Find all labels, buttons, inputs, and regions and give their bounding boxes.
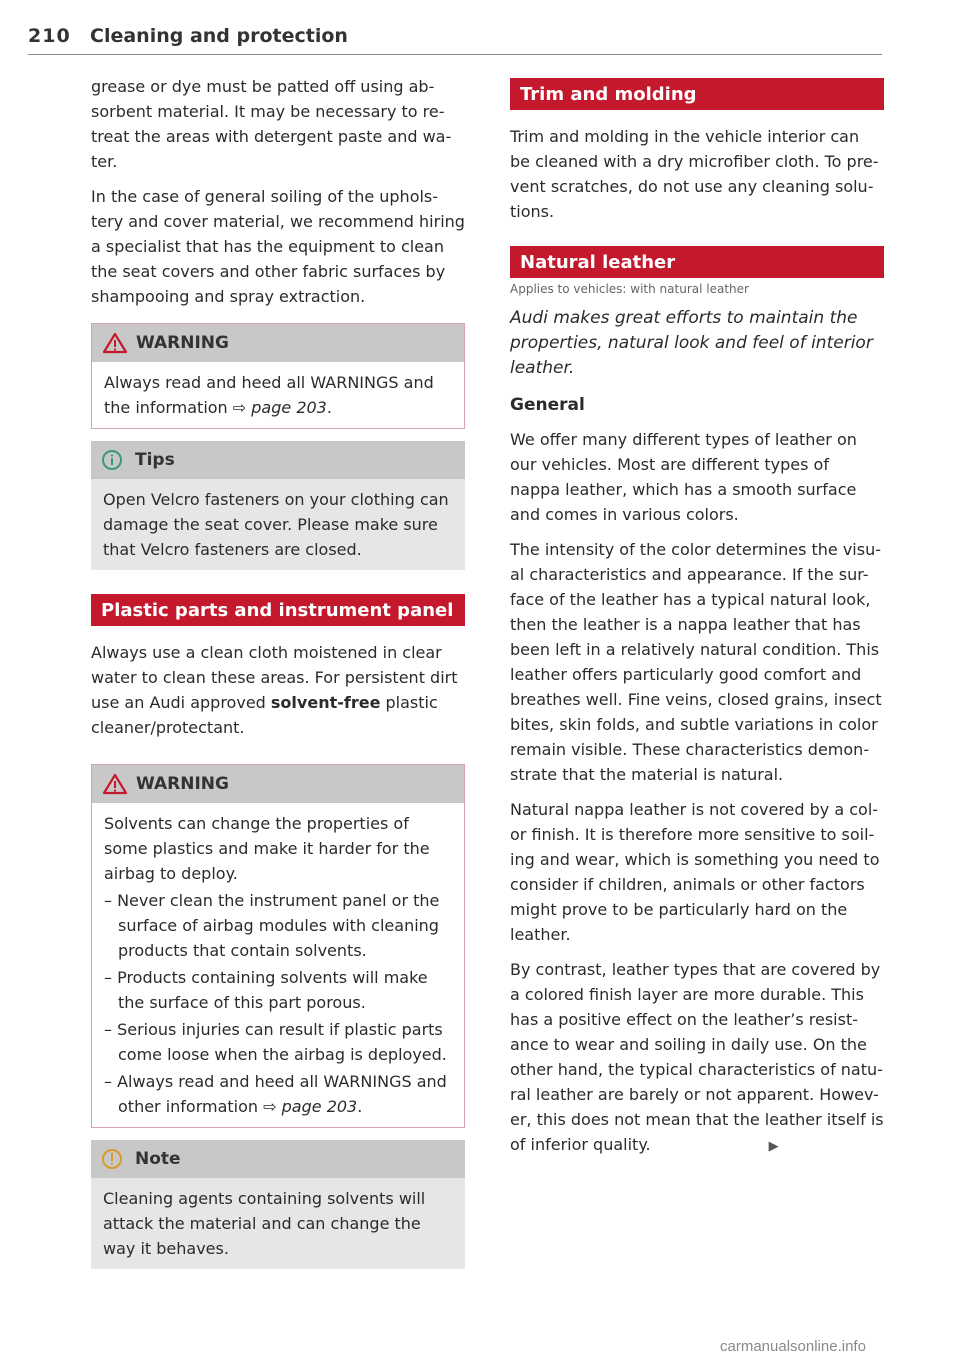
note-box: [91, 1140, 465, 1269]
warning-triangle-icon: [102, 332, 128, 354]
warning-box: [91, 764, 465, 1128]
punctuation: .: [326, 398, 332, 417]
list-item: – Always read and heed all WARNINGS and other information ⇨ page 203.: [104, 1072, 447, 1116]
list-item: – Never clean the instrument panel or the surface of airbag modules with cleaning products that contain solvents.: [104, 891, 440, 960]
note-text: Cleaning agents containing solvents will attack the material and can change the way it behaves.: [103, 1189, 426, 1258]
paragraph: By contrast, leather types that are covered by a colored finish layer are more durable. This has a positive effect on the leather’s resist-ance to wear and soiling in daily use. On the other hand, the typical characteristics of natu-ral leather are barely or not apparent. Howev-er, this does not mean that the leather itself is of inferior quality. ▶: [510, 957, 884, 1159]
warning-box: [91, 323, 465, 429]
warning-text: Solvents can change the properties of some plastics and make it harder for the airbag to deploy.: [104, 814, 430, 883]
watermark: carmanualsonline.info: [720, 1338, 866, 1355]
intro-text: Audi makes great efforts to maintain the properties, natural look and feel of interior leather.: [510, 308, 873, 378]
subheading-general: General: [510, 395, 585, 415]
section-heading-plastic: Plastic parts and instrument panel: [91, 594, 465, 626]
tips-header: [91, 441, 465, 479]
paragraph: In the case of general soiling of the uphols-tery and cover material, we recommend hiring a specialist that has the equipment to clean the seat covers and other fabric surfaces by shampooing and spray extraction.: [91, 187, 465, 306]
warning-body: [92, 362, 464, 428]
paragraph: grease or dye must be patted off using ab-sorbent material. It may be necessary to re-treat the areas with detergent paste and wa-ter.: [91, 77, 452, 171]
list-item: – Products containing solvents will make the surface of this part porous.: [104, 968, 428, 1012]
applies-to-note: Applies to vehicles: with natural leather: [510, 282, 749, 296]
tips-box: [91, 441, 465, 570]
paragraph: Trim and molding in the vehicle interior can be cleaned with a dry microfiber cloth. To pre-vent scratches, do not use any cleaning solu-tions.: [510, 127, 879, 221]
warning-text: Always read and heed all WARNINGS and the information: [104, 373, 434, 417]
list-item: – Serious injuries can result if plastic parts come loose when the airbag is deployed.: [104, 1020, 447, 1064]
tips-text: Open Velcro fasteners on your clothing can damage the seat cover. Please make sure that Velcro fasteners are closed.: [103, 490, 449, 559]
note-body: [91, 1178, 465, 1269]
info-icon: [101, 449, 127, 471]
paragraph: We offer many different types of leather on our vehicles. Most are different types of nappa leather, which has a smooth surface and comes in various colors.: [510, 430, 857, 524]
paragraph: Natural nappa leather is not covered by a col-or finish. It is therefore more sensitive to soil-ing and wear, which is something you need to consider if children, animals or other factors might prove to be particularly hard on the leather.: [510, 800, 880, 944]
section-heading-leather: Natural leather: [510, 246, 884, 278]
warning-header: [92, 324, 464, 362]
paragraph: The intensity of the color determines the visu-al characteristics and appearance. If the sur-face of the leather has a typical natural look, then the leather is a nappa leather that has been left in a relatively natural condition. This leather offers particularly good comfort and breathes well. Fine veins, closed grains, insect bites, skin folds, and subtle variations in color remain visible. These characteristics demon-strate that the material is natural.: [510, 540, 882, 784]
warning-header: [92, 765, 464, 803]
page-number: 210: [28, 25, 71, 47]
continue-arrow-icon: ▶: [768, 1139, 779, 1154]
note-exclamation-icon: [101, 1148, 127, 1170]
page-reference-link[interactable]: ⇨ page 203: [263, 1097, 358, 1116]
warning-title: WARNING: [136, 774, 229, 794]
left-column: [91, 74, 465, 1275]
warning-body: [92, 803, 464, 1127]
section-heading-trim: Trim and molding: [510, 78, 884, 110]
paragraph: Always use a clean cloth moistened in clear water to clean these areas. For persistent dirt use an Audi approved solvent-free plastic cleaner/protectant.: [91, 643, 458, 737]
warning-title: WARNING: [136, 333, 229, 353]
chapter-title: Cleaning and protection: [90, 25, 348, 47]
page-header: [28, 22, 882, 55]
warning-triangle-icon: [102, 773, 128, 795]
note-header: [91, 1140, 465, 1178]
note-title: Note: [135, 1149, 181, 1169]
tips-title: Tips: [135, 450, 175, 470]
right-column: [510, 74, 884, 1169]
tips-body: [91, 479, 465, 570]
page-reference-link[interactable]: ⇨ page 203: [232, 398, 327, 417]
